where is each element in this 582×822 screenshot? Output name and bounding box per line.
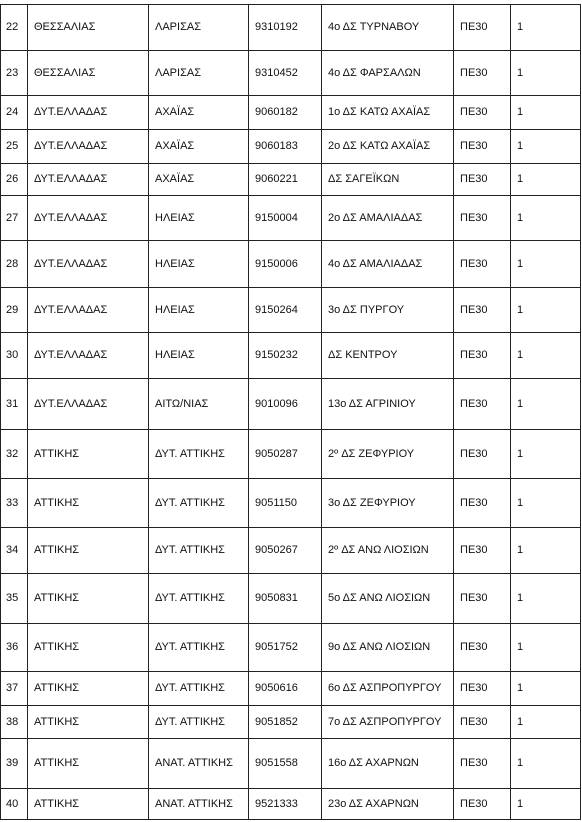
school-code-cell: 9150264 (249, 288, 322, 333)
region-cell: ΑΤΤΙΚΗΣ (28, 624, 149, 672)
region-cell: ΑΤΤΙΚΗΣ (28, 739, 149, 789)
count-cell: 1 (511, 528, 581, 574)
row-number: 39 (1, 739, 28, 789)
area-cell: ΔΥΤ. ΑΤΤΙΚΗΣ (149, 624, 249, 672)
school-name-cell: 16ο ΔΣ ΑΧΑΡΝΩΝ (322, 739, 454, 789)
region-cell: ΑΤΤΙΚΗΣ (28, 706, 149, 739)
area-cell: ΑΝΑΤ. ΑΤΤΙΚΗΣ (149, 739, 249, 789)
table-row (1, 430, 581, 479)
area-cell: ΑΝΑΤ. ΑΤΤΙΚΗΣ (149, 789, 249, 820)
table-row (1, 739, 581, 789)
specialty-cell: ΠΕ30 (454, 164, 511, 196)
count-cell: 1 (511, 333, 581, 379)
school-name-cell: 2ο ΔΣ ΑΜΑΛΙΑΔΑΣ (322, 196, 454, 241)
region-cell: ΔΥΤ.ΕΛΛΑΔΑΣ (28, 196, 149, 241)
area-cell: ΑΧΑΪΑΣ (149, 96, 249, 130)
region-cell: ΑΤΤΙΚΗΣ (28, 479, 149, 528)
area-cell: ΑΙΤΩ/ΝΙΑΣ (149, 379, 249, 430)
table-row (1, 479, 581, 528)
count-cell: 1 (511, 789, 581, 820)
school-code-cell: 9150232 (249, 333, 322, 379)
school-name-cell: 13ο ΔΣ ΑΓΡΙΝΙΟΥ (322, 379, 454, 430)
count-cell: 1 (511, 574, 581, 624)
area-cell: ΔΥΤ. ΑΤΤΙΚΗΣ (149, 706, 249, 739)
school-name-cell: 6ο ΔΣ ΑΣΠΡΟΠΥΡΓΟΥ (322, 672, 454, 706)
school-name-cell: 9ο ΔΣ ΑΝΩ ΛΙΟΣΙΩΝ (322, 624, 454, 672)
specialty-cell: ΠΕ30 (454, 672, 511, 706)
count-cell: 1 (511, 164, 581, 196)
school-name-cell: 3ο ΔΣ ΠΥΡΓΟΥ (322, 288, 454, 333)
specialty-cell: ΠΕ30 (454, 624, 511, 672)
specialty-cell: ΠΕ30 (454, 789, 511, 820)
table-row (1, 164, 581, 196)
table-row (1, 706, 581, 739)
specialty-cell: ΠΕ30 (454, 379, 511, 430)
row-number: 31 (1, 379, 28, 430)
row-number: 35 (1, 574, 28, 624)
school-code-cell: 9521333 (249, 789, 322, 820)
region-cell: ΔΥΤ.ΕΛΛΑΔΑΣ (28, 379, 149, 430)
row-number: 33 (1, 479, 28, 528)
region-cell: ΔΥΤ.ΕΛΛΑΔΑΣ (28, 288, 149, 333)
specialty-cell: ΠΕ30 (454, 479, 511, 528)
row-number: 32 (1, 430, 28, 479)
region-cell: ΑΤΤΙΚΗΣ (28, 574, 149, 624)
region-cell: ΘΕΣΣΑΛΙΑΣ (28, 51, 149, 96)
area-cell: ΛΑΡΙΣΑΣ (149, 51, 249, 96)
school-code-cell: 9060221 (249, 164, 322, 196)
row-number: 37 (1, 672, 28, 706)
area-cell: ΑΧΑΪΑΣ (149, 164, 249, 196)
table-row (1, 51, 581, 96)
table-row (1, 672, 581, 706)
table-row (1, 528, 581, 574)
row-number: 29 (1, 288, 28, 333)
count-cell: 1 (511, 5, 581, 51)
specialty-cell: ΠΕ30 (454, 430, 511, 479)
specialty-cell: ΠΕ30 (454, 130, 511, 164)
school-name-cell: 4ο ΔΣ ΑΜΑΛΙΑΔΑΣ (322, 241, 454, 288)
school-name-cell: 4ο ΔΣ ΦΑΡΣΑΛΩΝ (322, 51, 454, 96)
row-number: 40 (1, 789, 28, 820)
area-cell: ΗΛΕΙΑΣ (149, 241, 249, 288)
school-name-cell: 2º ΔΣ ΑΝΩ ΛΙΟΣΙΩΝ (322, 528, 454, 574)
area-cell: ΗΛΕΙΑΣ (149, 288, 249, 333)
region-cell: ΔΥΤ.ΕΛΛΑΔΑΣ (28, 96, 149, 130)
area-cell: ΑΧΑΪΑΣ (149, 130, 249, 164)
area-cell: ΔΥΤ. ΑΤΤΙΚΗΣ (149, 528, 249, 574)
region-cell: ΑΤΤΙΚΗΣ (28, 672, 149, 706)
count-cell: 1 (511, 706, 581, 739)
count-cell: 1 (511, 241, 581, 288)
specialty-cell: ΠΕ30 (454, 739, 511, 789)
table-row (1, 574, 581, 624)
school-code-cell: 9051752 (249, 624, 322, 672)
school-name-cell: 2ο ΔΣ ΚΑΤΩ ΑΧΑΪΑΣ (322, 130, 454, 164)
row-number: 36 (1, 624, 28, 672)
row-number: 25 (1, 130, 28, 164)
specialty-cell: ΠΕ30 (454, 528, 511, 574)
specialty-cell: ΠΕ30 (454, 574, 511, 624)
table-body (1, 5, 581, 820)
region-cell: ΑΤΤΙΚΗΣ (28, 528, 149, 574)
row-number: 38 (1, 706, 28, 739)
row-number: 24 (1, 96, 28, 130)
school-code-cell: 9010096 (249, 379, 322, 430)
school-name-cell: 4ο ΔΣ ΤΥΡΝΑΒΟΥ (322, 5, 454, 51)
area-cell: ΔΥΤ. ΑΤΤΙΚΗΣ (149, 430, 249, 479)
count-cell: 1 (511, 288, 581, 333)
table-row (1, 5, 581, 51)
row-number: 34 (1, 528, 28, 574)
area-cell: ΗΛΕΙΑΣ (149, 333, 249, 379)
region-cell: ΑΤΤΙΚΗΣ (28, 430, 149, 479)
school-code-cell: 9150004 (249, 196, 322, 241)
region-cell: ΔΥΤ.ΕΛΛΑΔΑΣ (28, 333, 149, 379)
count-cell: 1 (511, 624, 581, 672)
table-row (1, 96, 581, 130)
school-code-cell: 9150006 (249, 241, 322, 288)
school-code-cell: 9051150 (249, 479, 322, 528)
specialty-cell: ΠΕ30 (454, 196, 511, 241)
school-code-cell: 9310452 (249, 51, 322, 96)
specialty-cell: ΠΕ30 (454, 333, 511, 379)
school-name-cell: 7ο ΔΣ ΑΣΠΡΟΠΥΡΓΟΥ (322, 706, 454, 739)
specialty-cell: ΠΕ30 (454, 51, 511, 96)
table-row (1, 379, 581, 430)
count-cell: 1 (511, 196, 581, 241)
school-code-cell: 9310192 (249, 5, 322, 51)
school-code-cell: 9060183 (249, 130, 322, 164)
area-cell: ΔΥΤ. ΑΤΤΙΚΗΣ (149, 672, 249, 706)
row-number: 28 (1, 241, 28, 288)
count-cell: 1 (511, 479, 581, 528)
count-cell: 1 (511, 96, 581, 130)
row-number: 27 (1, 196, 28, 241)
school-name-cell: 3ο ΔΣ ΖΕΦΥΡΙΟΥ (322, 479, 454, 528)
count-cell: 1 (511, 51, 581, 96)
school-code-cell: 9050267 (249, 528, 322, 574)
count-cell: 1 (511, 430, 581, 479)
row-number: 30 (1, 333, 28, 379)
specialty-cell: ΠΕ30 (454, 706, 511, 739)
area-cell: ΛΑΡΙΣΑΣ (149, 5, 249, 51)
school-name-cell: ΔΣ ΣΑΓΕΪΚΩΝ (322, 164, 454, 196)
row-number: 23 (1, 51, 28, 96)
table-row (1, 196, 581, 241)
row-number: 26 (1, 164, 28, 196)
school-code-cell: 9051558 (249, 739, 322, 789)
region-cell: ΔΥΤ.ΕΛΛΑΔΑΣ (28, 164, 149, 196)
school-code-cell: 9050287 (249, 430, 322, 479)
school-vacancy-table (0, 4, 581, 820)
school-name-cell: 5ο ΔΣ ΑΝΩ ΛΙΟΣΙΩΝ (322, 574, 454, 624)
count-cell: 1 (511, 379, 581, 430)
school-code-cell: 9050831 (249, 574, 322, 624)
table-row (1, 130, 581, 164)
school-name-cell: 2º ΔΣ ΖΕΦΥΡΙΟΥ (322, 430, 454, 479)
region-cell: ΑΤΤΙΚΗΣ (28, 789, 149, 820)
count-cell: 1 (511, 130, 581, 164)
table-row (1, 333, 581, 379)
school-code-cell: 9050616 (249, 672, 322, 706)
table-row (1, 789, 581, 820)
specialty-cell: ΠΕ30 (454, 96, 511, 130)
region-cell: ΔΥΤ.ΕΛΛΑΔΑΣ (28, 130, 149, 164)
specialty-cell: ΠΕ30 (454, 5, 511, 51)
school-code-cell: 9051852 (249, 706, 322, 739)
school-name-cell: 23ο ΔΣ ΑΧΑΡΝΩΝ (322, 789, 454, 820)
region-cell: ΔΥΤ.ΕΛΛΑΔΑΣ (28, 241, 149, 288)
school-name-cell: 1ο ΔΣ ΚΑΤΩ ΑΧΑΪΑΣ (322, 96, 454, 130)
table-row (1, 624, 581, 672)
specialty-cell: ΠΕ30 (454, 288, 511, 333)
row-number: 22 (1, 5, 28, 51)
school-code-cell: 9060182 (249, 96, 322, 130)
table-row (1, 241, 581, 288)
count-cell: 1 (511, 672, 581, 706)
specialty-cell: ΠΕ30 (454, 241, 511, 288)
count-cell: 1 (511, 739, 581, 789)
table-row (1, 288, 581, 333)
area-cell: ΗΛΕΙΑΣ (149, 196, 249, 241)
area-cell: ΔΥΤ. ΑΤΤΙΚΗΣ (149, 574, 249, 624)
area-cell: ΔΥΤ. ΑΤΤΙΚΗΣ (149, 479, 249, 528)
school-name-cell: ΔΣ ΚΕΝΤΡΟΥ (322, 333, 454, 379)
region-cell: ΘΕΣΣΑΛΙΑΣ (28, 5, 149, 51)
